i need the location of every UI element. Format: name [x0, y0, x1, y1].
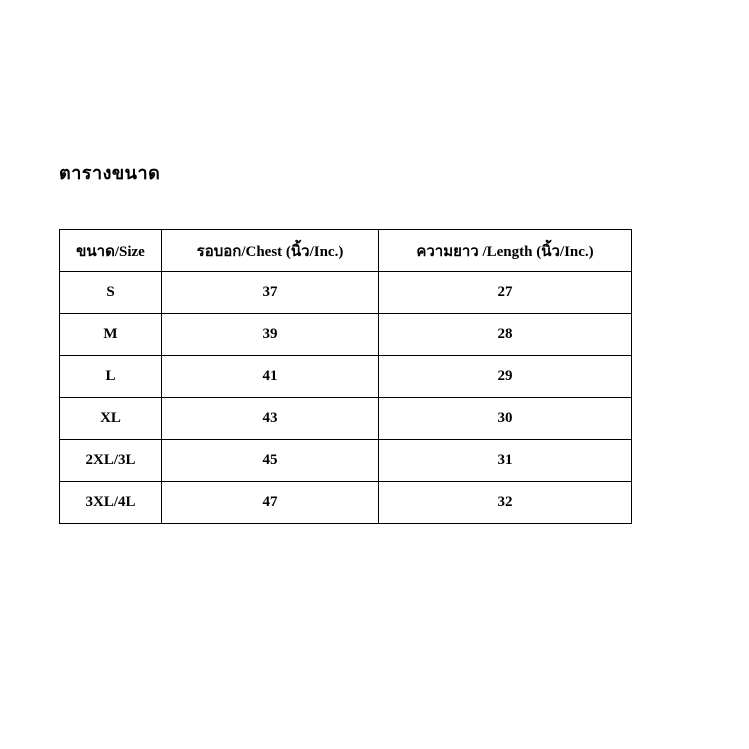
table-row	[60, 272, 632, 314]
cell-chest: 43	[162, 398, 379, 440]
cell-chest: 37	[162, 272, 379, 314]
cell-length: 29	[379, 356, 632, 398]
page-title: ตารางขนาด	[59, 163, 161, 183]
header-length: ความยาว /Length (นิ้ว/Inc.)	[379, 230, 632, 272]
cell-length: 30	[379, 398, 632, 440]
table-header-row	[60, 230, 632, 272]
cell-length: 27	[379, 272, 632, 314]
cell-size: L	[60, 356, 162, 398]
table-row	[60, 356, 632, 398]
cell-size: 3XL/4L	[60, 482, 162, 524]
size-chart-table	[59, 229, 632, 524]
cell-size: S	[60, 272, 162, 314]
cell-length: 31	[379, 440, 632, 482]
cell-chest: 41	[162, 356, 379, 398]
cell-chest: 39	[162, 314, 379, 356]
header-chest: รอบอก/Chest (นิ้ว/Inc.)	[162, 230, 379, 272]
cell-length: 32	[379, 482, 632, 524]
cell-size: 2XL/3L	[60, 440, 162, 482]
header-size: ขนาด/Size	[60, 230, 162, 272]
cell-size: M	[60, 314, 162, 356]
cell-size: XL	[60, 398, 162, 440]
table-row	[60, 314, 632, 356]
cell-chest: 47	[162, 482, 379, 524]
cell-chest: 45	[162, 440, 379, 482]
table-row	[60, 482, 632, 524]
cell-length: 28	[379, 314, 632, 356]
table-row	[60, 440, 632, 482]
table-row	[60, 398, 632, 440]
